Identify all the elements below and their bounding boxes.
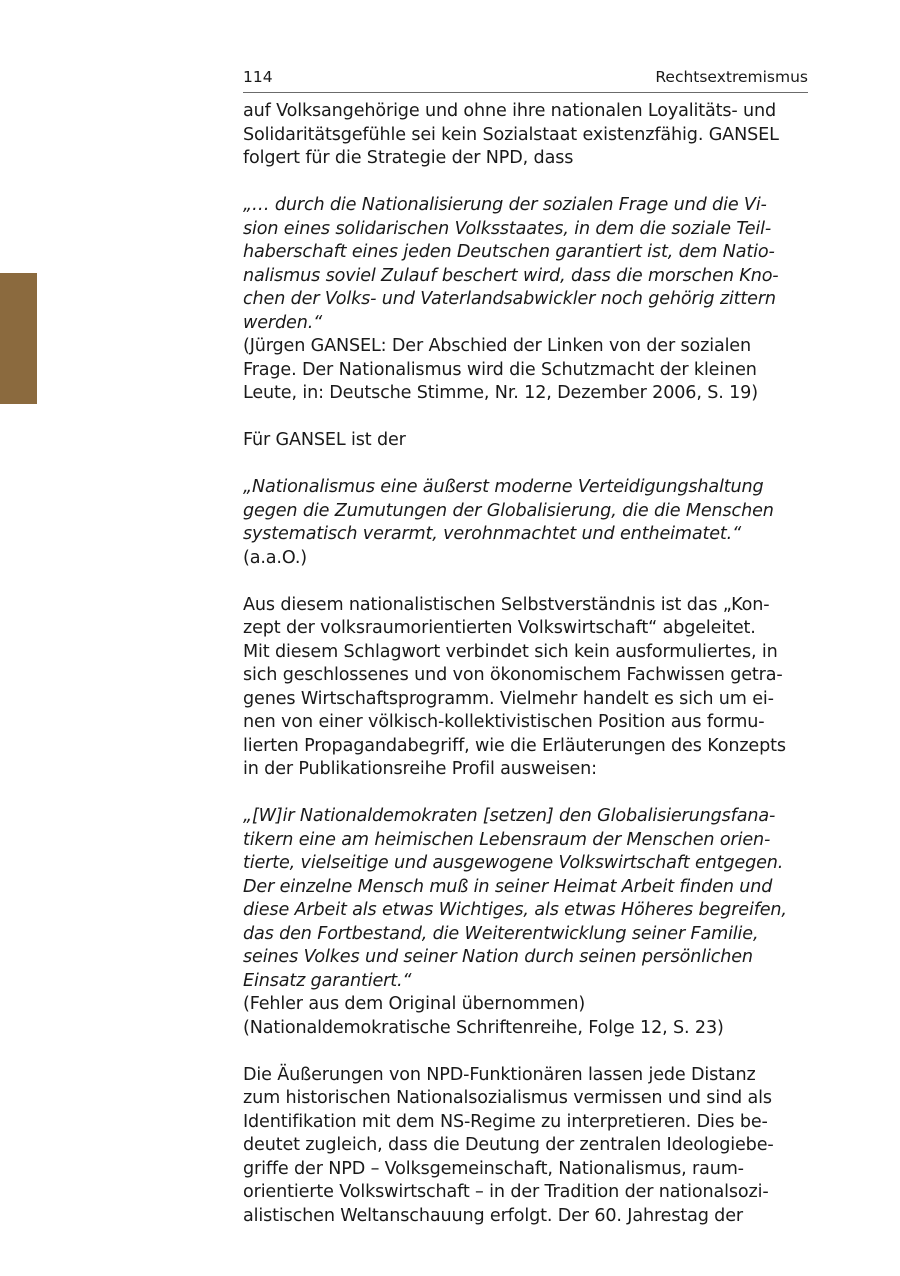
text-line: orientierte Volkswirtschaft – in der Tradition der nationalsozi- — [243, 1182, 769, 1202]
text-line: folgert für die Strategie der NPD, dass — [243, 148, 574, 168]
text-line: nen von einer völkisch-kollektivistischen Position aus formu- — [243, 712, 765, 732]
quote-line: Einsatz garantiert.“ — [243, 970, 412, 991]
citation-line: (Nationaldemokratische Schriftenreihe, Folge 12, S. 23) — [243, 1017, 724, 1038]
quote-citation — [243, 547, 815, 571]
text-line: auf Volksangehörige und ohne ihre nationalen Loyalitäts- und — [243, 101, 777, 121]
page-header — [243, 66, 808, 93]
block-quote — [243, 476, 815, 547]
quote-line: „Nationalismus eine äußerst moderne Verteidigungshaltung — [243, 477, 764, 497]
paragraph — [243, 100, 815, 171]
paragraph — [243, 1064, 815, 1229]
quote-line: gegen die Zumutungen der Globalisierung, die die Menschen — [243, 500, 774, 521]
quote-line: „[W]ir Nationaldemokraten [setzen] den Globalisierungsfana- — [243, 806, 776, 826]
quote-citation — [243, 335, 815, 406]
quote-line: Der einzelne Mensch muß in seiner Heimat Arbeit finden und — [243, 876, 773, 897]
quote-line: diese Arbeit als etwas Wichtiges, als etwas Höheres begreifen, — [243, 900, 787, 920]
citation-line: (Jürgen GANSEL: Der Abschied der Linken von der sozialen — [243, 336, 751, 356]
body-text — [243, 100, 815, 1228]
text-line: griffe der NPD – Volksgemeinschaft, Nationalismus, raum- — [243, 1158, 744, 1179]
text-line: sich geschlossenes und von ökonomischem Fachwissen getra- — [243, 665, 783, 685]
quote-line: nalismus soviel Zulauf beschert wird, dass die morschen Kno- — [243, 265, 779, 286]
quote-line: seines Volkes und seiner Nation durch seinen persönlichen — [243, 947, 753, 967]
chapter-side-tab — [0, 273, 37, 404]
text-line: lierten Propagandabegriff, wie die Erläuterungen des Konzepts — [243, 735, 786, 756]
citation-line: Frage. Der Nationalismus wird die Schutzmacht der kleinen — [243, 359, 757, 380]
text-line: Solidaritätsgefühle sei kein Sozialstaat existenzfähig. GANSEL — [243, 124, 779, 145]
citation-line: (a.a.O.) — [243, 547, 308, 568]
text-line: Für GANSEL ist der — [243, 430, 406, 450]
citation-line: (Fehler aus dem Original übernommen) — [243, 994, 586, 1014]
paragraph — [243, 429, 815, 453]
text-line: Mit diesem Schlagwort verbindet sich kein ausformuliertes, in — [243, 641, 778, 662]
quote-line: chen der Volks- und Vaterlandsabwickler noch gehörig zittern — [243, 289, 776, 309]
text-line: genes Wirtschaftsprogramm. Vielmehr handelt es sich um ei- — [243, 688, 774, 709]
text-line: Die Äußerungen von NPD-Funktionären lassen jede Distanz — [243, 1064, 756, 1085]
quote-line: systematisch verarmt, verohnmachtet und entheimatet.“ — [243, 524, 742, 544]
running-title: Rechtsextremismus — [655, 68, 808, 86]
block-quote — [243, 805, 815, 993]
block-quote — [243, 194, 815, 335]
quote-line: „… durch die Nationalisierung der sozialen Frage und die Vi- — [243, 195, 767, 215]
text-line: alistischen Weltanschauung erfolgt. Der 60. Jahrestag der — [243, 1205, 743, 1226]
quote-line: sion eines solidarischen Volksstaates, in dem die soziale Teil- — [243, 218, 772, 239]
quote-line: werden.“ — [243, 312, 323, 333]
text-line: deutet zugleich, dass die Deutung der zentralen Ideologiebe- — [243, 1135, 774, 1155]
quote-line: tikern eine am heimischen Lebensraum der Menschen orien- — [243, 829, 771, 850]
text-line: in der Publikationsreihe Profil ausweisen: — [243, 759, 597, 779]
quote-citation — [243, 993, 815, 1040]
text-line: Identifikation mit dem NS-Regime zu interpretieren. Dies be- — [243, 1111, 768, 1132]
paragraph — [243, 594, 815, 782]
text-line: Aus diesem nationalistischen Selbstverständnis ist das „Kon- — [243, 594, 770, 615]
quote-line: das den Fortbestand, die Weiterentwicklung seiner Familie, — [243, 923, 759, 944]
citation-line: Leute, in: Deutsche Stimme, Nr. 12, Dezember 2006, S. 19) — [243, 383, 758, 403]
quote-line: haberschaft eines jeden Deutschen garantiert ist, dem Natio- — [243, 242, 775, 262]
quote-line: tierte, vielseitige und ausgewogene Volkswirtschaft entgegen. — [243, 853, 784, 873]
text-line: zept der volksraumorientierten Volkswirtschaft“ abgeleitet. — [243, 618, 756, 638]
text-line: zum historischen Nationalsozialismus vermissen und sind als — [243, 1088, 772, 1108]
page-number: 114 — [243, 68, 273, 86]
